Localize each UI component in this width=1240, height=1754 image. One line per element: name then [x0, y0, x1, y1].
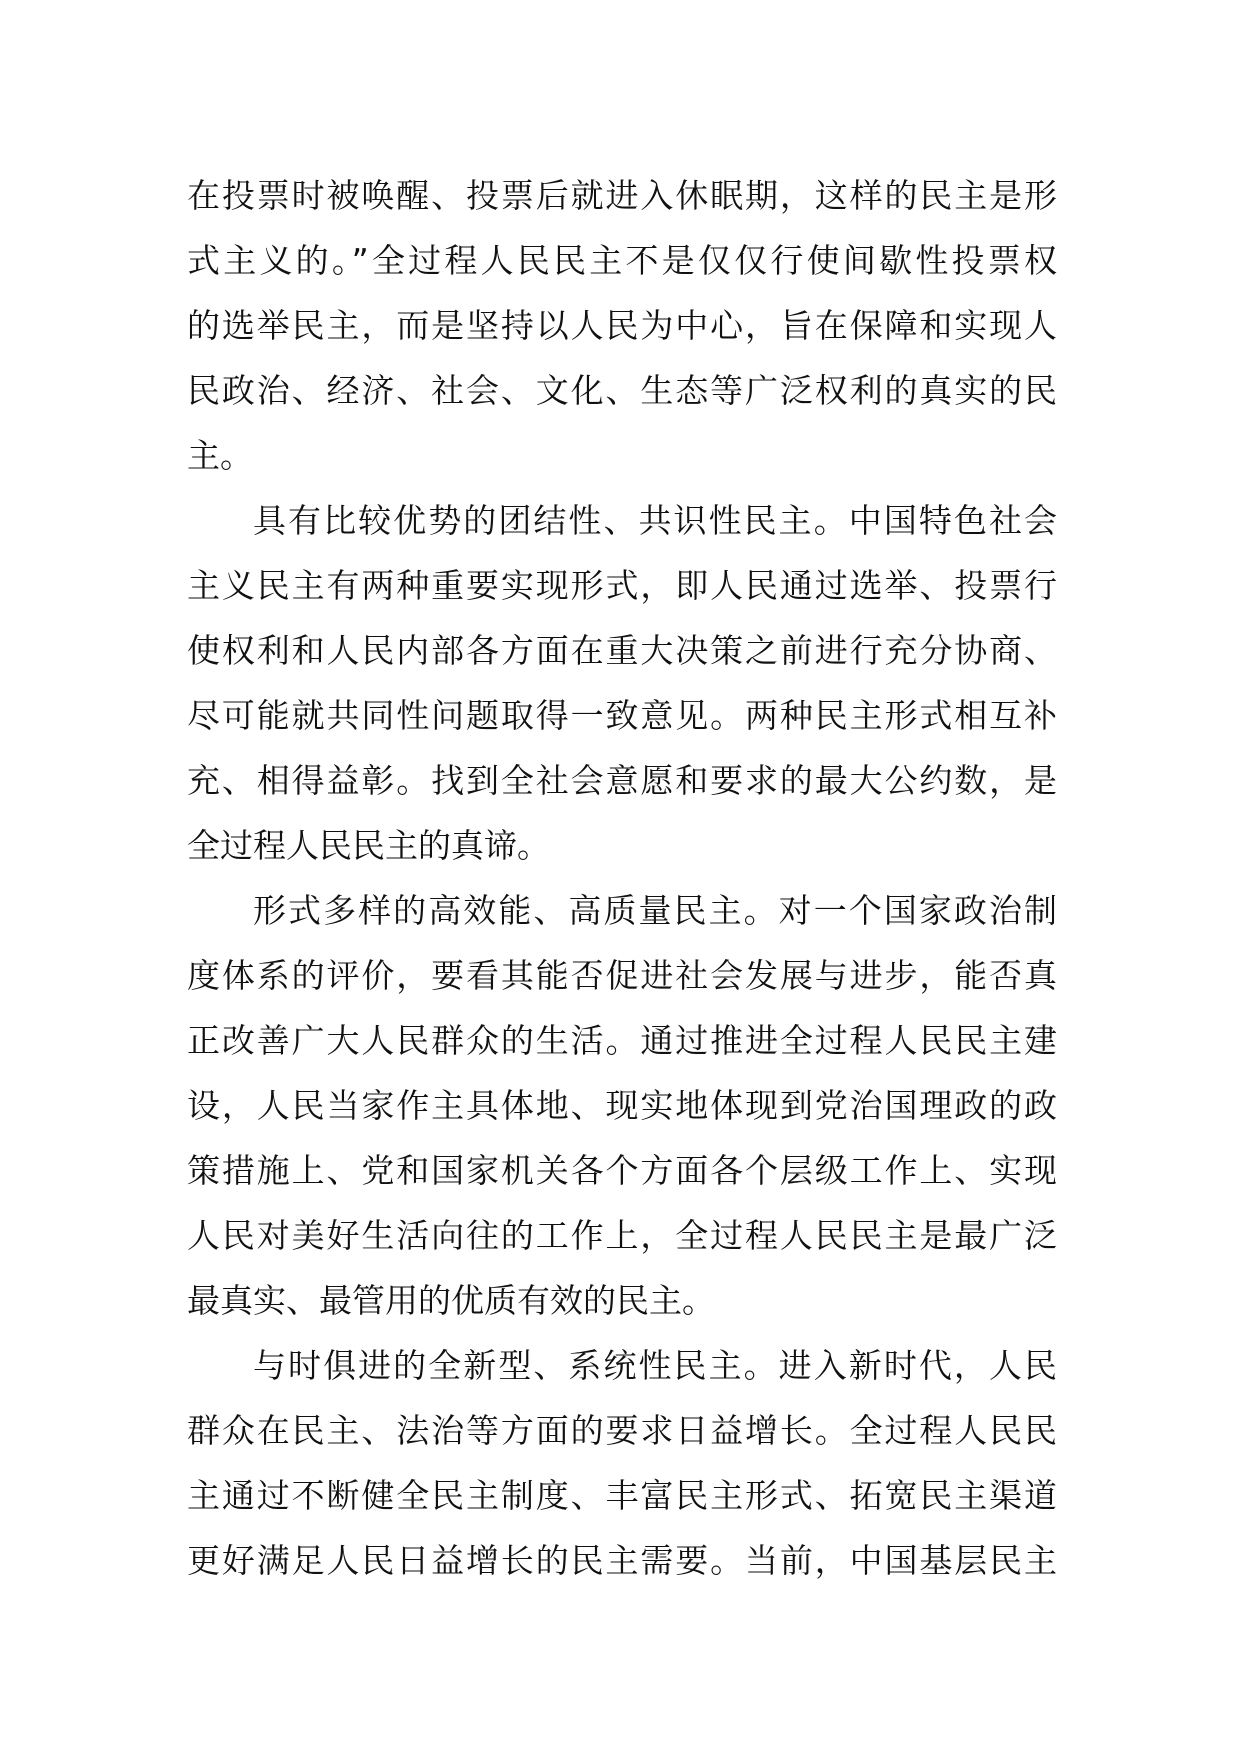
text-line: 尽可能就共同性问题取得一致意见。两种民主形式相互补	[187, 696, 1057, 735]
text-line: 主。	[187, 436, 253, 475]
text-line: 民政治、经济、社会、文化、生态等广泛权利的真实的民	[187, 371, 1057, 410]
text-line: 设，人民当家作主具体地、现实地体现到党治国理政的政	[187, 1086, 1057, 1125]
text-line: 最真实、最管用的优质有效的民主。	[187, 1281, 715, 1320]
text-line: 的选举民主，而是坚持以人民为中心，旨在保障和实现人	[187, 306, 1057, 345]
text-line: 使权利和人民内部各方面在重大决策之前进行充分协商、	[187, 631, 1057, 670]
text-line: 更好满足人民日益增长的民主需要。当前，中国基层民主	[187, 1541, 1057, 1580]
text-line: 主通过不断健全民主制度、丰富民主形式、拓宽民主渠道	[187, 1476, 1057, 1515]
text-line: 策措施上、党和国家机关各个方面各个层级工作上、实现	[187, 1151, 1057, 1190]
text-line: 群众在民主、法治等方面的要求日益增长。全过程人民民	[187, 1411, 1057, 1450]
text-line: 充、相得益彰。找到全社会意愿和要求的最大公约数，是	[187, 761, 1057, 800]
text-line: 在投票时被唤醒、投票后就进入休眠期，这样的民主是形	[187, 176, 1057, 215]
text-line: 式主义的。”全过程人民民主不是仅仅行使间歇性投票权	[187, 241, 1057, 280]
text-line: 度体系的评价，要看其能否促进社会发展与进步，能否真	[187, 956, 1057, 995]
text-line: 主义民主有两种重要实现形式，即人民通过选举、投票行	[187, 566, 1057, 605]
paragraph-heading-line: 与时俱进的全新型、系统性民主。进入新时代，人民	[253, 1346, 1057, 1385]
text-line: 正改善广大人民群众的生活。通过推进全过程人民民主建	[187, 1021, 1057, 1060]
text-line: 人民对美好生活向往的工作上，全过程人民民主是最广泛	[187, 1216, 1057, 1255]
text-line: 全过程人民民主的真谛。	[187, 826, 550, 865]
paragraph-heading-line: 具有比较优势的团结性、共识性民主。中国特色社会	[253, 501, 1057, 540]
paragraph-heading-line: 形式多样的高效能、高质量民主。对一个国家政治制	[253, 891, 1057, 930]
